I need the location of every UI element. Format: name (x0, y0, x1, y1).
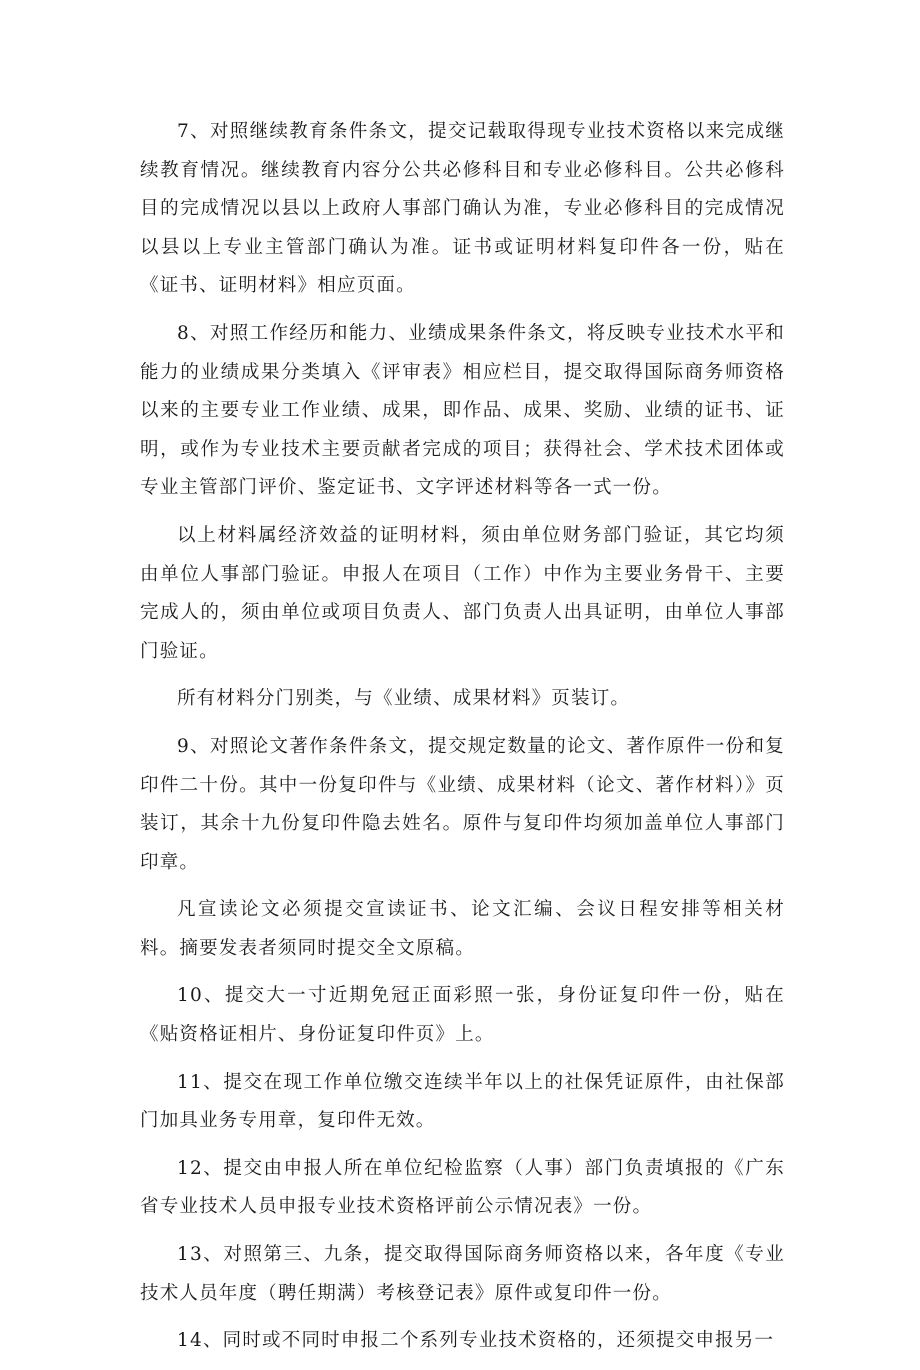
paragraph-item-13-assessment-form: 13、对照第三、九条，提交取得国际商务师资格以来，各年度《专业技术人员年度（聘任期满）考核登记表》原件或复印件一份。 (140, 1244, 785, 1304)
paragraph-item-9-papers: 9、对照论文著作条件条文，提交规定数量的论文、著作原件一份和复印件二十份。其中一份复印件与《业绩、成果材料（论文、著作材料）》页装订，其余十九份复印件隐去姓名。原件与复印件均须加盖单位人事部门印章。 (140, 735, 785, 873)
paragraph-item-8-achievements: 8、对照工作经历和能力、业绩成果条件条文，将反映专业技术水平和能力的业绩成果分类填入《评审表》相应栏目，提交取得国际商务师资格以来的主要专业工作业绩、成果，即作品、成果、奖励、业绩的证书、证明，或作为专业技术主要贡献者完成的项目；获得社会、学术技术团体或专业主管部门评价、鉴定证书、文字评述材料等各一式一份。 (140, 322, 785, 499)
paragraph-binding-note: 所有材料分门别类，与《业绩、成果材料》页装订。 (177, 688, 631, 710)
paragraph-item-7-continuing-education: 7、对照继续教育条件条文，提交记载取得现专业技术资格以来完成继续教育情况。继续教育内容分公共必修科目和专业必修科目。公共必修科目的完成情况以县以上政府人事部门确认为准，专业必修科目的完成情况以县以上专业主管部门确认为准。证书或证明材料复印件各一份，贴在《证书、证明材料》相应页面。 (140, 121, 785, 297)
paragraph-papers-note: 凡宣读论文必须提交宣读证书、论文汇编、会议日程安排等相关材料。摘要发表者须同时提交全文原稿。 (140, 899, 785, 959)
paragraph-item-11-social-security: 11、提交在现工作单位缴交连续半年以上的社保凭证原件，由社保部门加具业务专用章，复印件无效。 (140, 1071, 785, 1132)
document-body (140, 113, 785, 1370)
paragraph-item-10-photo: 10、提交大一寸近期免冠正面彩照一张，身份证复印件一份，贴在《贴资格证相片、身份证复印件页》上。 (140, 985, 785, 1046)
paragraph-verification-note: 以上材料属经济效益的证明材料，须由单位财务部门验证，其它均须由单位人事部门验证。申报人在项目（工作）中作为主要业务骨干、主要完成人的，须由单位或项目负责人、部门负责人出具证明，由单位人事部门验证。 (140, 524, 785, 662)
paragraph-item-14-dual-series: 14、同时或不同时申报二个系列专业技术资格的，还须提交申报另一 (177, 1330, 775, 1352)
paragraph-item-12-publicity-form: 12、提交由申报人所在单位纪检监察（人事）部门负责填报的《广东省专业技术人员申报专业技术资格评前公示情况表》一份。 (140, 1157, 785, 1218)
